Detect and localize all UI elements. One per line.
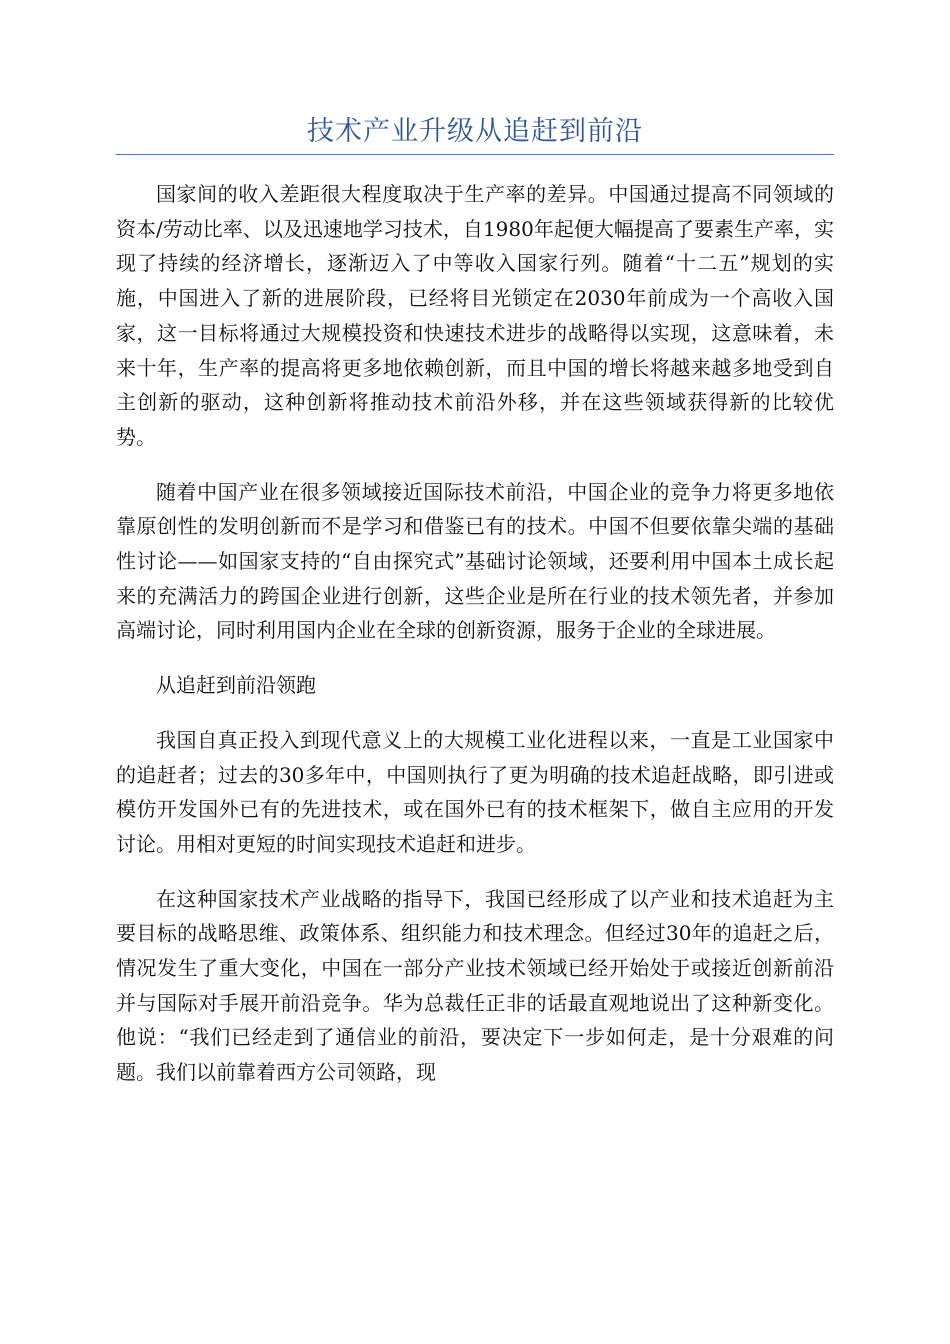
title-underline [116, 154, 834, 155]
section-heading: 从追赶到前沿领跑 [156, 673, 316, 698]
document-title: 技术产业升级从追赶到前沿 [307, 116, 643, 147]
paragraph-strategy: 在这种国家技术产业战略的指导下，我国已经形成了以产业和技术追赶为主要目标的战略思维、政策体系、组织能力和技术理念。但经过30年的追赶之后，情况发生了重大变化，中国在一部分产业技术领域已经开始处于或接近创新前沿并与国际对手展开前沿竞争。华为总裁任正非的话最直观地说出了这种新变化。他说：“我们已经走到了通信业的前沿，要决定下一步如何走，是十分艰难的问题。我们以前靠着西方公司领路，现 [116, 886, 834, 1085]
paragraph-catch-up: 我国自真正投入到现代意义上的大规模工业化进程以来，一直是工业国家中的追赶者；过去的30多年中，中国则执行了更为明确的技术追赶战略，即引进或模仿开发国外已有的先进技术，或在国外已有的技术框架下，做自主应用的开发讨论。用相对更短的时间实现技术追赶和进步。 [116, 727, 834, 856]
paragraph-intro: 国家间的收入差距很大程度取决于生产率的差异。中国通过提高不同领域的资本/劳动比率、以及迅速地学习技术，自1980年起便大幅提高了要素生产率，实现了持续的经济增长，逐渐迈入了中等收入国家行列。随着“十二五”规划的实施，中国进入了新的进展阶段，已经将目光锁定在2030年前成为一个高收入国家，这一目标将通过大规模投资和快速技术进步的战略得以实现，这意味着，未来十年，生产率的提高将更多地依赖创新，而且中国的增长将越来越多地受到自主创新的驱动，这种创新将推动技术前沿外移，并在这些领域获得新的比较优势。 [116, 182, 834, 449]
document-body [116, 177, 834, 1110]
paragraph-innovation: 随着中国产业在很多领域接近国际技术前沿，中国企业的竞争力将更多地依靠原创性的发明创新而不是学习和借鉴已有的技术。中国不但要依靠尖端的基础性讨论——如国家支持的“自由探究式”基础讨论领域，还要利用中国本土成长起来的充满活力的跨国企业进行创新，这些企业是所在行业的技术领先者，并参加高端讨论，同时利用国内企业在全球的创新资源，服务于企业的全球进展。 [116, 479, 834, 643]
